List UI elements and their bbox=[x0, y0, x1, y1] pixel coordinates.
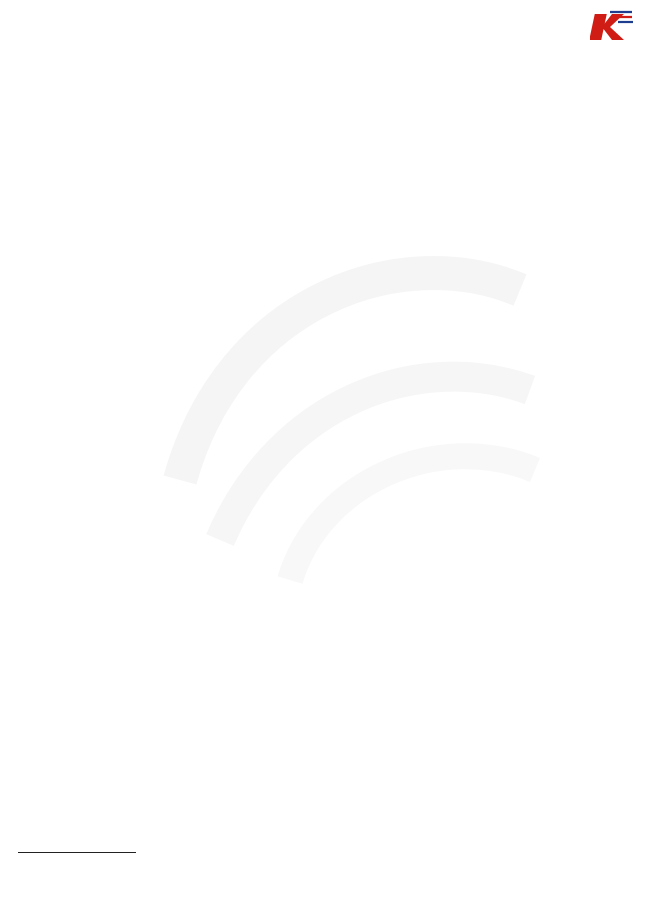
breeding-center-logo bbox=[590, 8, 640, 46]
kaier-logo-icon bbox=[590, 8, 634, 46]
